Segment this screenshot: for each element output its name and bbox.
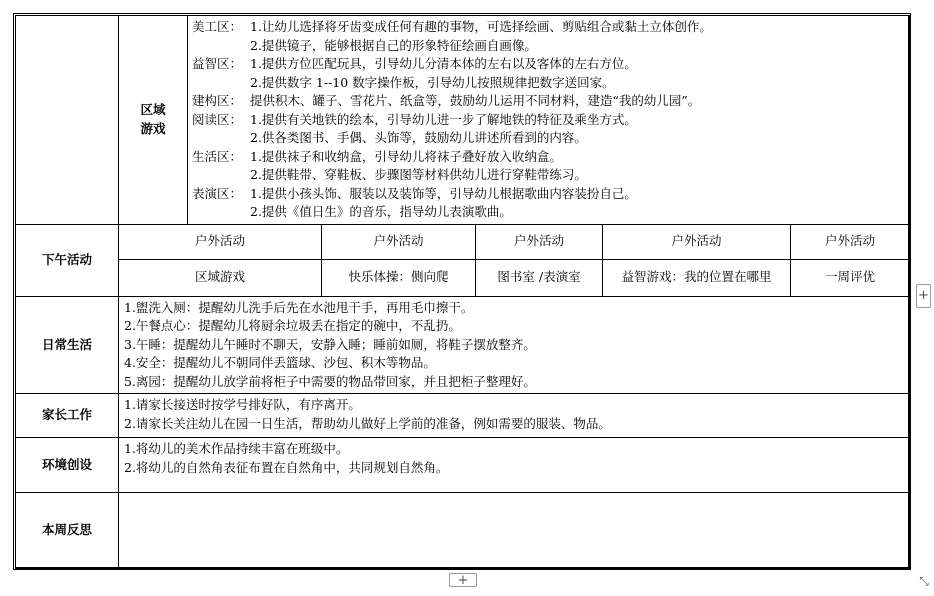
environment-content[interactable]: [119, 438, 910, 493]
regional-label-line1: 区域: [140, 102, 166, 118]
environment-label[interactable]: 环境创设: [16, 438, 119, 493]
afternoon-activity-thu-2[interactable]: 益智游戏：我的位置在哪里: [603, 259, 791, 296]
area-item: 提供积木、罐子、雪花片、纸盒等，鼓励幼儿运用不同材料，建造“我的幼儿园”。: [250, 93, 701, 108]
parents-content[interactable]: [119, 394, 910, 438]
parents-item: 2.请家长关注幼儿在园一日生活，帮助幼儿做好上学前的准备，例如需要的服装、物品。: [124, 415, 611, 431]
environment-row: [16, 438, 910, 493]
regional-games-row: [16, 16, 910, 225]
add-column-button[interactable]: +: [916, 284, 931, 308]
regional-label-line2: 游戏: [140, 120, 166, 136]
afternoon-row-1: [16, 224, 910, 259]
afternoon-activity-tue-1[interactable]: 户外活动: [322, 224, 476, 259]
regional-outer-label-cell[interactable]: [16, 16, 119, 225]
area-item: 2.提供鞋带、穿鞋板、步骤图等材料供幼儿进行穿鞋带练习。: [250, 167, 587, 182]
area-name: 建构区：: [192, 93, 243, 108]
afternoon-label[interactable]: 下午活动: [16, 224, 119, 296]
area-name: 表演区：: [192, 185, 243, 201]
afternoon-activity-wed-1[interactable]: 户外活动: [476, 224, 603, 259]
parents-label[interactable]: 家长工作: [16, 394, 119, 438]
area-item: 1.提供小孩头饰、服装以及装饰等，引导幼儿根据歌曲内容装扮自己。: [250, 185, 637, 201]
daily-life-label[interactable]: 日常生活: [16, 296, 119, 394]
afternoon-activity-tue-2[interactable]: 快乐体操：侧向爬: [322, 259, 476, 296]
area-item: 1.提供方位匹配玩具，引导幼儿分清本体的左右以及客体的左右方位。: [250, 56, 637, 71]
area-item: 2.提供数字 1--10 数字操作板，引导幼儿按照规律把数字送回家。: [250, 74, 615, 90]
area-item: 1.提供袜子和收纳盒，引导幼儿将袜子叠好放入收纳盒。: [250, 148, 562, 164]
parents-item: 1.请家长接送时按学号排好队，有序离开。: [124, 397, 361, 412]
area-puzzle: [192, 55, 905, 92]
afternoon-activity-fri-1[interactable]: 户外活动: [791, 224, 910, 259]
regional-areas-cell[interactable]: [188, 16, 910, 225]
reflection-label[interactable]: 本周反思: [16, 493, 119, 569]
parents-row: [16, 394, 910, 438]
afternoon-activity-fri-2[interactable]: 一周评优: [791, 259, 910, 296]
afternoon-row-2: [16, 259, 910, 296]
area-item: 2.提供《值日生》的音乐，指导幼儿表演歌曲。: [250, 204, 512, 219]
table-resize-handle-icon[interactable]: ⤡: [919, 574, 929, 588]
area-name: 生活区：: [192, 148, 243, 164]
area-name: 美工区：: [192, 19, 243, 34]
daily-life-content[interactable]: [119, 296, 910, 394]
add-row-button[interactable]: +: [449, 573, 477, 587]
area-life: [192, 148, 905, 185]
daily-life-item: 3.午睡：提醒幼儿午睡时不聊天，安静入睡；睡前如厕，将鞋子摆放整齐。: [124, 336, 536, 352]
afternoon-activity-mon-1[interactable]: 户外活动: [119, 224, 322, 259]
afternoon-activity-thu-1[interactable]: 户外活动: [603, 224, 791, 259]
regional-games-label[interactable]: [119, 16, 188, 225]
area-item: 2.供各类图书、手偶、头饰等，鼓励幼儿讲述所看到的内容。: [250, 130, 587, 145]
weekly-plan-table: [15, 15, 910, 569]
area-item: 2.提供镜子，能够根据自己的形象特征绘画自画像。: [250, 37, 537, 53]
area-art: [192, 18, 905, 55]
area-item: 1.提供有关地铁的绘本，引导幼儿进一步了解地铁的特征及乘坐方式。: [250, 111, 637, 127]
area-performance: [192, 185, 905, 222]
daily-life-row: [16, 296, 910, 394]
environment-item: 1.将幼儿的美术作品持续丰富在班级中。: [124, 441, 349, 456]
reflection-row: [16, 493, 910, 569]
area-name: 益智区：: [192, 56, 243, 71]
area-construction: [192, 92, 905, 111]
environment-item: 2.将幼儿的自然角表征布置在自然角中，共同规划自然角。: [124, 459, 449, 475]
area-reading: [192, 111, 905, 148]
daily-life-item: 1.盥洗入厕：提醒幼儿洗手后先在水池甩干手，再用毛巾擦干。: [124, 299, 474, 315]
afternoon-activity-mon-2[interactable]: 区域游戏: [119, 259, 322, 296]
daily-life-item: 2.午餐点心：提醒幼儿将厨余垃圾丢在指定的碗中，不乱扔。: [124, 318, 461, 333]
daily-life-item: 5.离园：提醒幼儿放学前将柜子中需要的物品带回家，并且把柜子整理好。: [124, 373, 536, 389]
reflection-content[interactable]: [119, 493, 910, 569]
afternoon-activity-wed-2[interactable]: 图书室 /表演室: [476, 259, 603, 296]
area-name: 阅读区：: [192, 111, 243, 127]
daily-life-item: 4.安全：提醒幼儿不朝同伴丢篮球、沙包、积木等物品。: [124, 355, 436, 370]
area-item: 1.让幼儿选择将牙齿变成任何有趣的事物，可选择绘画、剪贴组合或黏土立体创作。: [250, 19, 712, 34]
